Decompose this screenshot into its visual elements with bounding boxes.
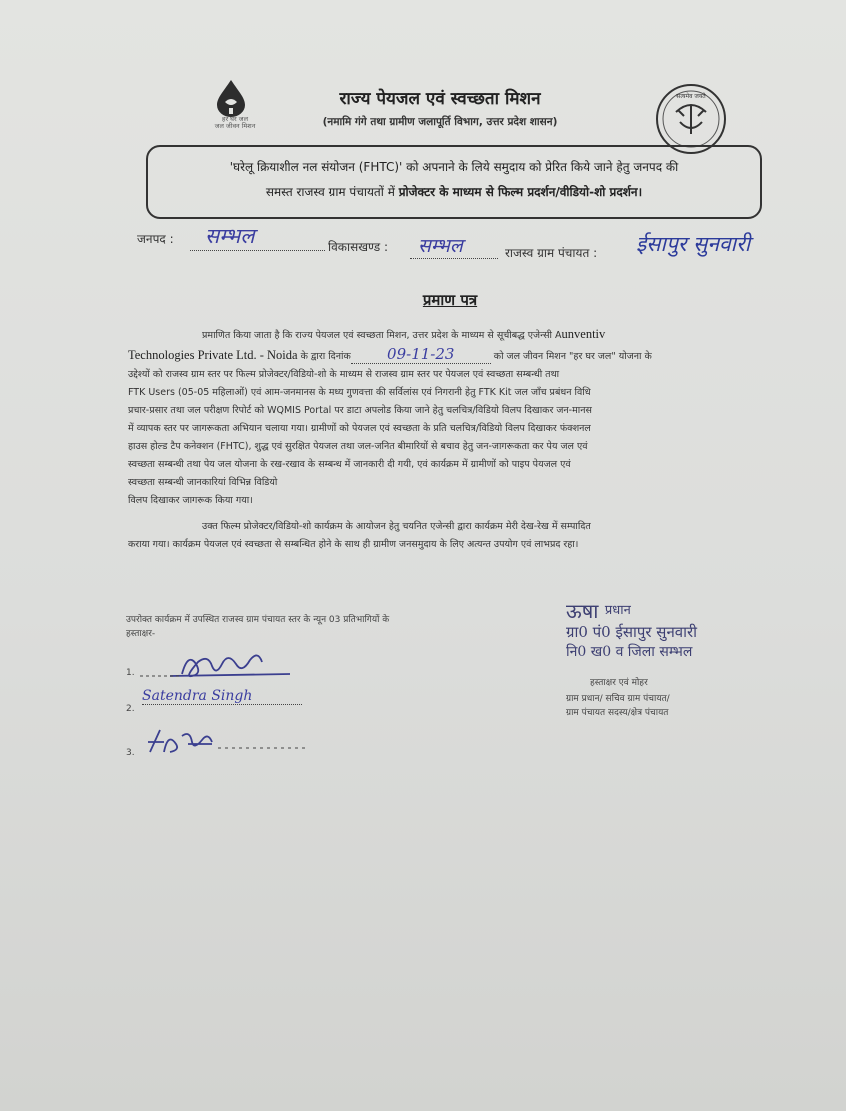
participant-1-number: 1.: [126, 668, 135, 678]
pradhan-district: नि0 ख0 व जिला सम्भल: [566, 644, 693, 660]
pradhan-designation: [566, 692, 766, 720]
body-line-4: FTK Users (05-05 महिलाओं) एवं आम-जनमानस के मध्य गुणवत्ता की सर्विलांस एवं निगरानी हेतु FTK Kit जल जाँच प्रबंधन विधि: [128, 387, 591, 398]
body-line-9: स्वच्छता सम्बन्धी जानकारियां विभिन्न विडियो: [128, 477, 278, 488]
pradhan-name: ऊषा: [566, 599, 599, 623]
sign-label: हस्ताक्षर एवं मोहर: [590, 678, 648, 688]
body-line-11: उक्त फिल्म प्रोजेक्टर/विडियो-शो कार्यक्रम के आयोजन हेतु चयनित एजेन्सी द्वारा कार्यक्रम मेरी देख-रेख में सम्पादित: [202, 521, 591, 532]
body-text-e: को जल जीवन मिशन "हर घर जल" योजना के: [490, 351, 652, 362]
participant-3-signature: [138, 724, 318, 754]
body-line-3: उद्देश्यों को राजस्व ग्राम स्तर पर फिल्म प्रोजेक्टर/विडियो-शो के माध्यम से राजस्व ग्राम स्तर पर पेयजल एवं स्वच्छता सम्बन्धी तथा: [128, 369, 560, 380]
participant-1: [126, 660, 316, 680]
body-line-6: में व्यापक स्तर पर जागरूकता अभियान चलाया गया। ग्रामीणों को पेयजल एवं स्वच्छता के प्रति चलचित्र/विडियो विलप दिखाकर फंक्शनल: [128, 423, 591, 434]
participant-1-signature: [140, 646, 300, 680]
water-drop-icon: [213, 78, 249, 118]
logo-text-2: जल जीवन मिशन: [214, 122, 256, 130]
participants-intro-1: उपरोक्त कार्यक्रम में उपस्थित राजस्व ग्राम पंचायत स्तर के न्यून 03 प्रतिभागियों के: [126, 615, 390, 625]
participant-3-number: 3.: [126, 748, 135, 758]
participants-intro: [126, 613, 486, 641]
block-value: सम्भल: [418, 235, 463, 257]
body-line-12: कराया गया। कार्यक्रम पेयजल एवं स्वच्छता से सम्बन्धित होने के साथ ही ग्रामीण जनसमुदाय के लिए अत्यन्त उपयोग एवं लाभप्रद रहा।: [128, 539, 579, 550]
certificate-body: [128, 325, 768, 554]
gram-value: ईसापुर सुनवारी: [636, 232, 751, 256]
block-label: विकासखण्ड :: [328, 240, 389, 254]
participant-2-signature: Satendra Singh: [142, 688, 302, 705]
pradhan-panchayat: ग्रा0 पं0 ईसापुर सुनवारी: [566, 623, 698, 641]
scheme-line-2: [164, 180, 744, 205]
participants-intro-2: हस्ताक्षर-: [126, 629, 156, 639]
body-line-2: [128, 345, 768, 366]
certificate-heading: प्रमाण पत्र: [422, 291, 478, 309]
agency-name: Technologies Private Ltd. - Noida: [128, 348, 298, 362]
scheme-line-2b: प्रोजेक्टर के माध्यम से फिल्म प्रदर्शन/वीडियो-शो प्रदर्शन।: [398, 185, 643, 199]
designation-1: ग्राम प्रधान/ सचिव ग्राम पंचायत/: [566, 694, 670, 704]
page-subtitle: (नमामि गंगे तथा ग्रामीण जलापूर्ति विभाग, उत्तर प्रदेश शासन): [322, 116, 558, 128]
participant-3: [126, 740, 326, 760]
body-line-10: विलप दिखाकर जागरूक किया गया।: [128, 495, 253, 506]
scheme-line-2a: समस्त राजस्व ग्राम पंचायतों में: [265, 185, 399, 199]
page-title: राज्य पेयजल एवं स्वच्छता मिशन: [339, 89, 541, 109]
body-line-1: [128, 325, 768, 345]
scheme-box: [146, 145, 762, 219]
scheme-line-1: 'घरेलू क्रियाशील नल संयोजन (FHTC)' को अपनाने के लिये समुदाय को प्रेरित किये जाने हेतु जनपद की: [229, 160, 679, 174]
janpad-value: सम्भल: [205, 224, 255, 248]
designation-2: ग्राम पंचायत सदस्य/क्षेत्र पंचायत: [566, 708, 669, 718]
seal-text: सत्यमेव जयते: [676, 93, 706, 100]
event-date: 09-11-23: [351, 345, 491, 364]
pradhan-stamp: [566, 600, 766, 662]
janpad-label: जनपद :: [137, 232, 174, 246]
body-text-d: के द्वारा दिनांक: [297, 351, 351, 362]
body-line-5: प्रचार-प्रसार तथा जल परीक्षण रिपोर्ट को WQMIS Portal पर डाटा अपलोड किया जाने हेतु चलचित्र/विडियो विलप दिखाकर जन-मानस: [128, 405, 592, 416]
body-text-b: unventiv: [561, 327, 606, 341]
pradhan-title: प्रधान: [604, 603, 631, 618]
gram-label: राजस्व ग्राम पंचायत :: [505, 246, 598, 260]
body-text-a: प्रमाणित किया जाता है कि राज्य पेयजल एवं स्वच्छता मिशन, उत्तर प्रदेश के माध्यम से सूचीबद्ध एजेन्सी A: [202, 330, 562, 341]
logo-text-1: हर घर जल: [222, 115, 248, 123]
participant-2: [126, 688, 326, 716]
body-line-8: स्वच्छता सम्बन्धी तथा पेय जल योजना के रख-रखाव के सम्बन्ध में जानकारी दी गयी, एवं कार्यक्रम में ग्रामीणों को पाइप पेयजल एवं: [128, 459, 571, 470]
participant-2-number: 2.: [126, 704, 135, 714]
body-line-7: हाउस होल्ड टैप कनेक्शन (FHTC), शुद्ध एवं सुरक्षित पेयजल तथा जल-जनित बीमारियों से बचाव हेतु जन-जागरूकता कर पेय जल एवं: [128, 441, 588, 452]
